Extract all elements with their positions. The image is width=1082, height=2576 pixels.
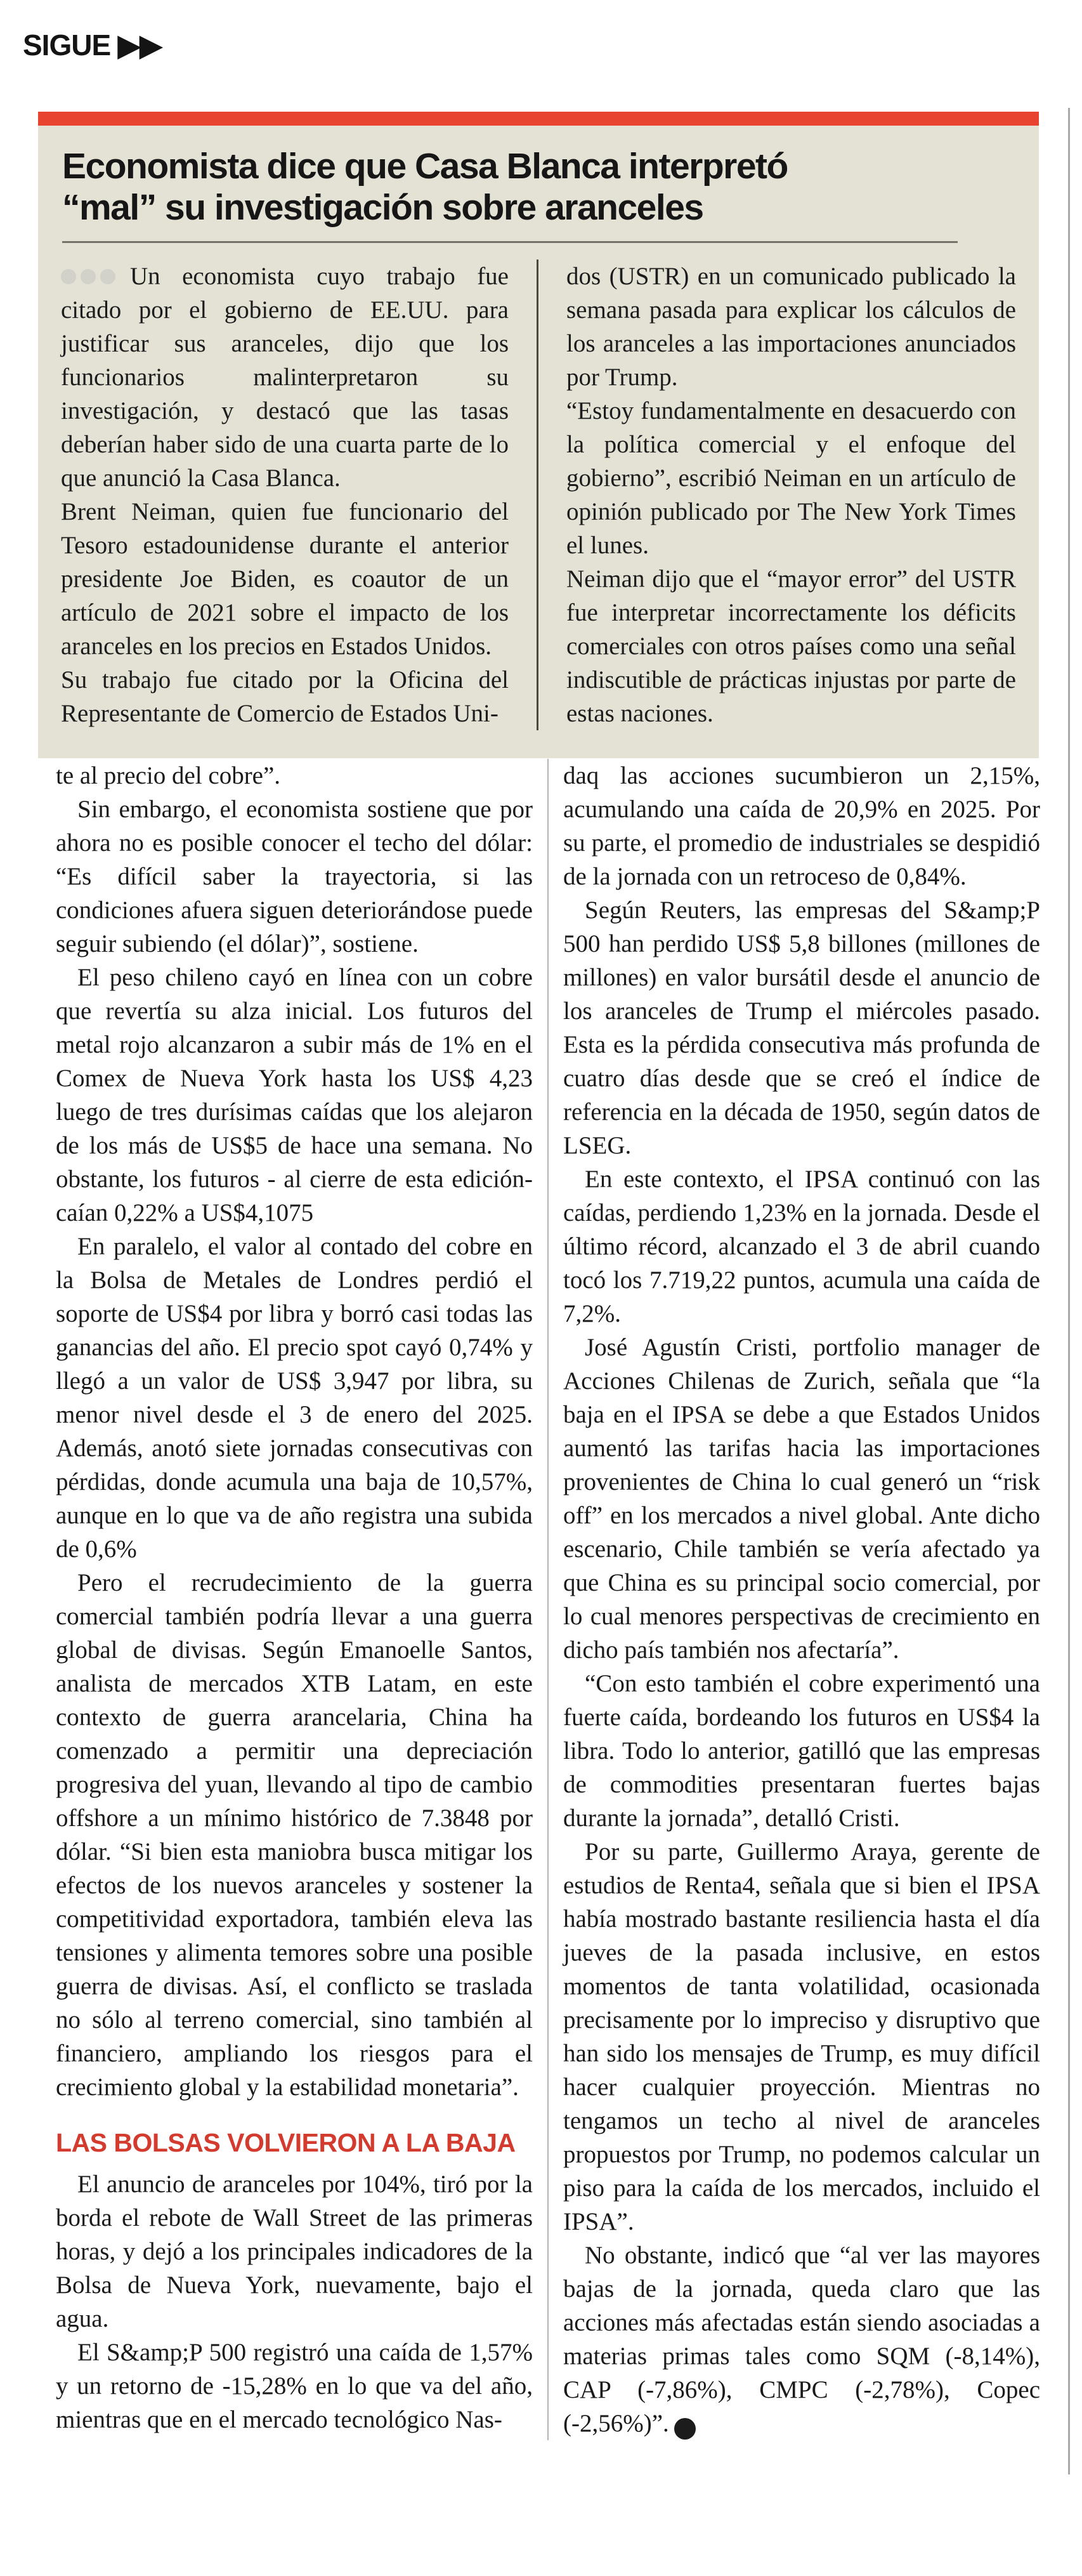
lead-dot — [100, 269, 115, 284]
article-column-left — [56, 759, 533, 2440]
body-paragraph — [56, 2336, 533, 2436]
body-paragraph — [56, 792, 533, 961]
boxed-article — [38, 112, 1039, 758]
body-paragraph — [563, 2238, 1040, 2440]
paragraph-text: “Con esto también el cobre experimentó una fuerte caída, bordeando los futuros en US$4 la libra. Todo lo anterior, gatilló que las empresas de commodities presentaran fuertes bajas durante la jornada”, detalló Cristi. — [563, 1670, 1040, 1832]
body-paragraph — [563, 1331, 1040, 1667]
body-paragraph — [56, 961, 533, 1230]
paragraph-text: daq las acciones sucumbieron un 2,15%, acumulando una caída de 20,9% en 2025. Por su parte, el promedio de industriales se despidió de la jornada con un retroceso de 0,84%. — [563, 762, 1040, 890]
body-paragraph — [566, 562, 1016, 730]
boxed-article-column-right — [537, 260, 1016, 730]
paragraph-text: te al precio del cobre”. — [56, 762, 281, 789]
paragraph-text: El anuncio de aranceles por 104%, tiró por la borda el rebote de Wall Street de las primeras horas, y dejó a los principales indicadores de la Bolsa de Nueva York, nuevamente, bajo el agua. — [56, 2171, 533, 2332]
paragraph-text: Pero el recrudecimiento de la guerra comercial también podría llevar a una guerra global de divisas. Según Emanoelle Santos, analista de mercados XTB Latam, en este contexto de guerra arancelaria, China ha comenzado a permitir una depreciación progresiva del yuan, llevando al tipo de cambio offshore a un mínimo histórico de 7.3848 por dólar. “Si bien esta maniobra busca mitigar los efectos de los nuevos aranceles y sostener la competitividad exportadora, también eleva las tensiones y alimenta temores sobre una posible guerra de divisas. Así, el conflicto se traslada no sólo al terreno comercial, sino también al financiero, ampliando los riesgos para el crecimiento global y la estabilidad monetaria”. — [56, 1569, 533, 2101]
paragraph-text: El peso chileno cayó en línea con un cobre que revertía su alza inicial. Los futuros del metal rojo alcanzaron a subir más de 1% en el Comex de Nueva York hasta los US$ 4,23 luego de tres durísimas caídas que los alejaron de los más de US$5 de hace una semana. No obstante, los futuros - al cierre de esta edición- caían 0,22% a US$4,1075 — [56, 964, 533, 1226]
section-subhead: LAS BOLSAS VOLVIERON A LA BAJA — [56, 2128, 516, 2157]
paragraph-text: Brent Neiman, quien fue funcionario del Tesoro estadounidense durante el anterior presidente Joe Biden, es coautor de un artículo de 2021 sobre el impacto de los aranceles en los precios en Estados Unidos. — [61, 498, 509, 660]
boxed-article-columns — [61, 260, 1016, 730]
paragraph-text: Por su parte, Guillermo Araya, gerente de estudios de Renta4, señala que si bien el IPSA había mostrado bastante resiliencia hasta el día jueves de la pasada inclusive, en estos momentos de tanta volatilidad, ocasionada precisamente por lo impreciso y disruptivo que han sido los mensajes de Trump, es muy difícil hacer cualquier proyección. Mientras no tengamos un techo al nivel de aranceles propuestos por Trump, no podemos calcular un piso para la caída de los mercados, incluido el IPSA”. — [563, 1838, 1040, 2235]
body-paragraph — [566, 394, 1016, 562]
body-paragraph — [56, 1230, 533, 1566]
body-paragraph — [563, 759, 1040, 893]
lead-dot — [61, 269, 76, 284]
paragraph-text: José Agustín Cristi, portfolio manager de Acciones Chilenas de Zurich, señala que “la baja en el IPSA se debe a que Estados Unidos aumentó las tarifas hacia las importaciones provenientes de China lo cual generó un “risk off” en los mercados a nivel global. Ante dicho escenario, Chile también se vería afectado ya que China es su principal socio comercial, por lo cual menores perspectivas de crecimiento en dicho país también nos afectaría”. — [563, 1334, 1040, 1664]
body-paragraph — [61, 260, 509, 495]
red-accent-bar — [38, 112, 1039, 126]
page-column-rule — [1068, 108, 1070, 2474]
body-paragraph — [56, 2167, 533, 2336]
paragraph-text: Un economista cuyo trabajo fue citado por el gobierno de EE.UU. para justificar sus aranceles, dijo que los funcionarios malinterpretaron su investigación, y destacó que las tasas deberían haber sido de una cuarta parte de lo que anunció la Casa Blanca. — [61, 263, 509, 492]
continued-kicker: SIGUE ▶▶ — [23, 29, 162, 62]
body-paragraph — [56, 759, 533, 792]
paragraph-text: Según Reuters, las empresas del S&amp;P 500 han perdido US$ 5,8 billones (millones de millones) en valor bursátil desde el anuncio de los aranceles de Trump el miércoles pasado. Esta es la pérdida consecutiva más profunda de cuatro días desde que se creó el índice de referencia en la década de 1950, según datos de LSEG. — [563, 897, 1040, 1159]
headline-rule — [62, 241, 958, 243]
main-article-continuation — [56, 759, 1040, 2440]
headline-line-2: “mal” su investigación sobre aranceles — [62, 187, 703, 228]
body-paragraph — [61, 663, 509, 730]
paragraph-text: Su trabajo fue citado por la Oficina del Representante de Comercio de Estados Uni- — [61, 666, 509, 727]
body-paragraph — [56, 1566, 533, 2104]
lead-dot — [81, 269, 96, 284]
boxed-article-inner — [38, 126, 1039, 758]
paragraph-text: dos (USTR) en un comunicado publicado la semana pasada para explicar los cálculos de los aranceles a las importaciones anunciados por Trump. — [566, 263, 1016, 391]
body-paragraph — [61, 495, 509, 663]
body-paragraph — [563, 1667, 1040, 1835]
paragraph-text: En este contexto, el IPSA continuó con las caídas, perdiendo 1,23% en la jornada. Desde el último récord, alcanzado el 3 de abril cuando tocó los 7.719,22 puntos, acumula una caída de 7,2%. — [563, 1166, 1040, 1327]
paragraph-text: El S&amp;P 500 registró una caída de 1,57% y un retorno de -15,28% en lo que va del año, mientras que en el mercado tecnológico Nas- — [56, 2339, 533, 2433]
lead-dots — [61, 263, 120, 290]
boxed-article-headline — [62, 146, 1016, 228]
body-paragraph — [563, 1835, 1040, 2238]
boxed-article-column-left — [61, 260, 509, 730]
paragraph-text: En paralelo, el valor al contado del cobre en la Bolsa de Metales de Londres perdió el soporte de US$4 por libra y borró casi todas las ganancias del año. El precio spot cayó 0,74% y llegó a un valor de US$ 3,947 por libra, su menor nivel desde el 3 de enero del 2025. Además, anotó siete jornadas consecutivas con pérdidas, donde acumula una baja de 10,57%, aunque en lo que va de año registra una subida de 0,6% — [56, 1233, 533, 1563]
body-paragraph — [566, 260, 1016, 394]
paragraph-text: Neiman dijo que el “mayor error” del USTR fue interpretar incorrectamente los déficits comerciales con otros países como una señal indiscutible de prácticas injustas por parte de estas naciones. — [566, 565, 1016, 727]
body-paragraph — [563, 1162, 1040, 1331]
paragraph-text: “Estoy fundamentalmente en desacuerdo con la política comercial y el enfoque del gobierno”, escribió Neiman en un artículo de opinión publicado por The New York Times el lunes. — [566, 397, 1016, 559]
article-column-right — [547, 759, 1040, 2440]
end-of-article-mark: P — [674, 2418, 696, 2440]
headline-line-1: Economista dice que Casa Blanca interpretó — [62, 146, 788, 187]
paragraph-text: Sin embargo, el economista sostiene que por ahora no es posible conocer el techo del dólar: “Es difícil saber la trayectoria, si las condiciones afuera siguen deteriorándose puede seguir subiendo (el dólar)”, sostiene. — [56, 796, 533, 957]
paragraph-text: No obstante, indicó que “al ver las mayores bajas de la jornada, queda claro que las acciones más afectadas están siendo asociadas a materias primas tales como SQM (-8,14%), CAP (-7,86%), CMPC (-2,78%), Copec (-2,56%)”. — [563, 2242, 1040, 2437]
body-paragraph — [563, 893, 1040, 1162]
